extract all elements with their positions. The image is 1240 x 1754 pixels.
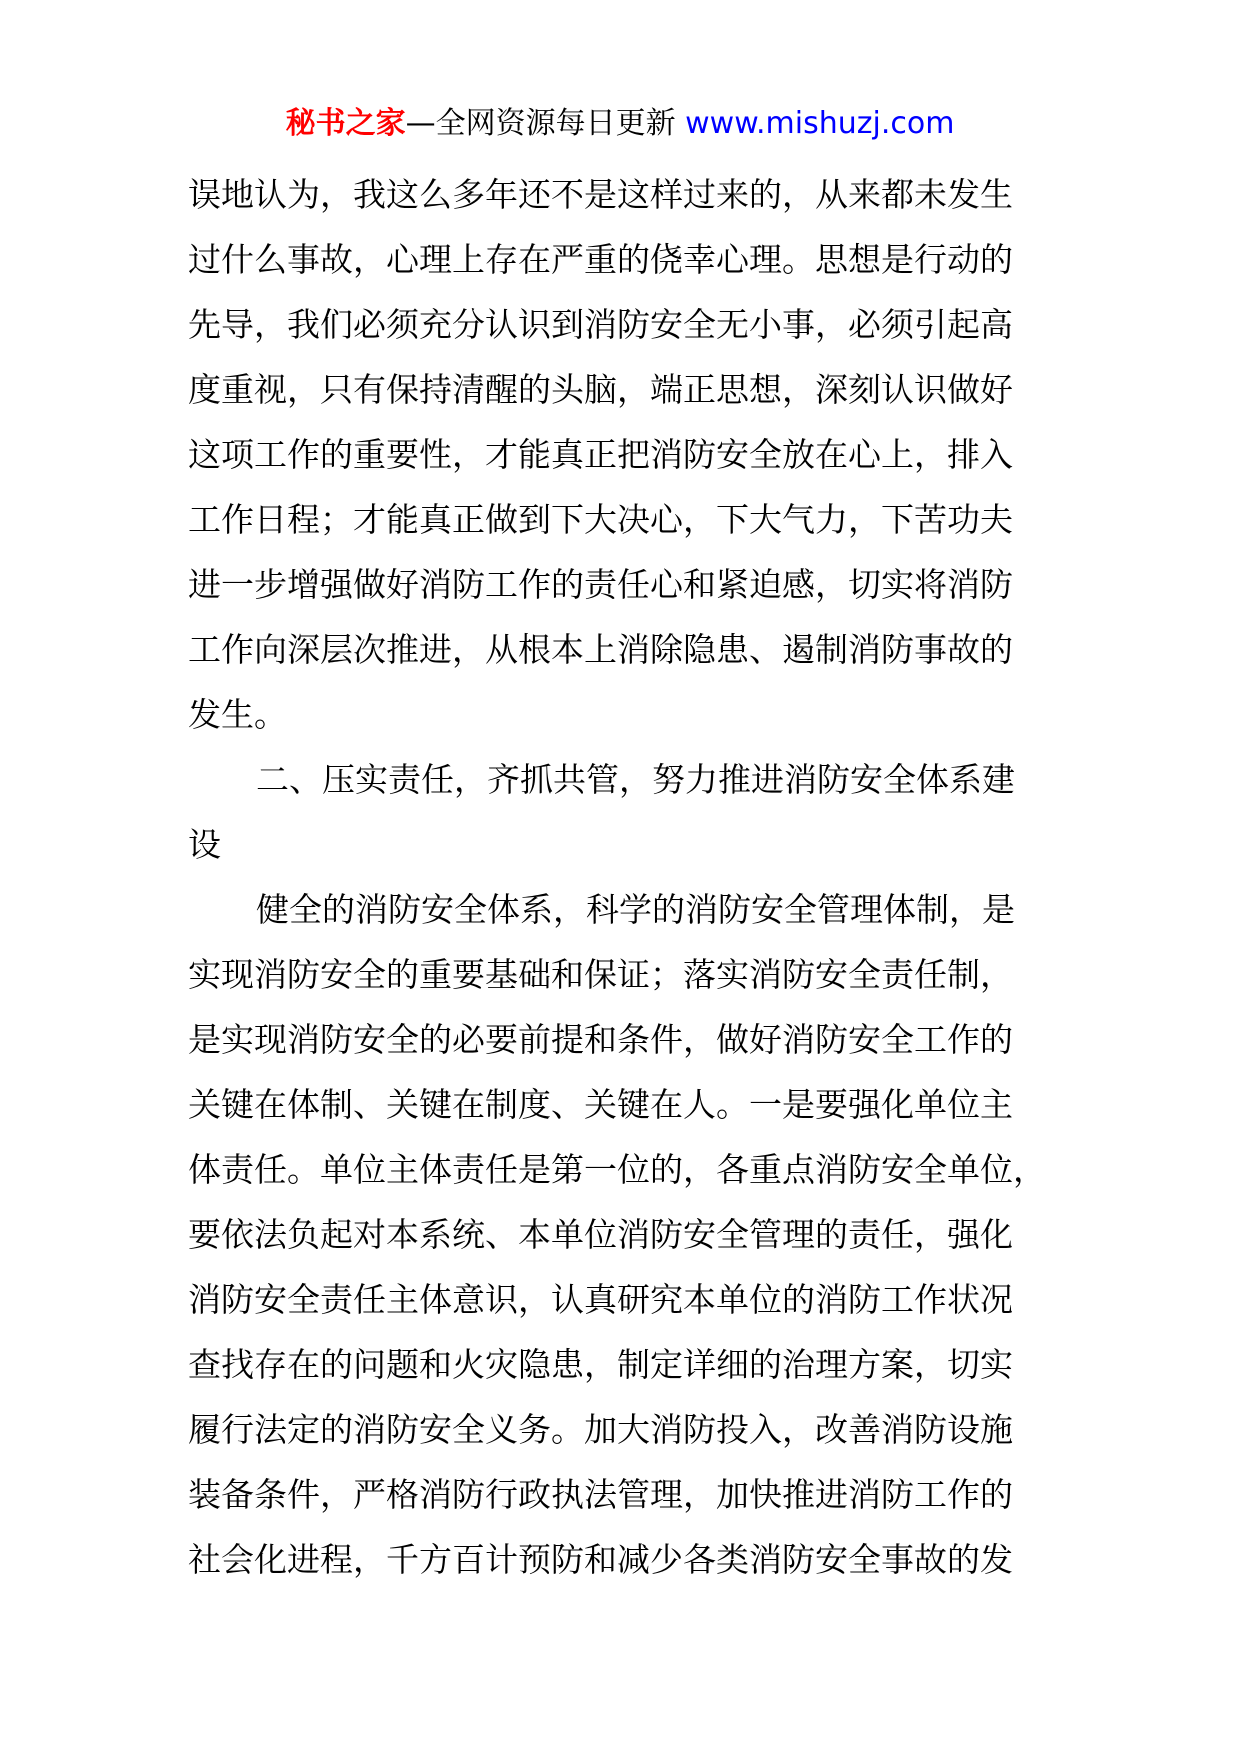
paragraph-line: 社会化进程，千方百计预防和减少各类消防安全事故的发 xyxy=(188,1540,1013,1579)
header-brand: 秘书之家 xyxy=(285,106,406,141)
paragraph-line: 这项工作的重要性，才能真正把消防安全放在心上，排入 xyxy=(188,435,1013,474)
paragraph-line: 工作日程；才能真正做到下大决心，下大气力，下苦功夫 xyxy=(188,500,1013,539)
paragraph-line: 先导，我们必须充分认识到消防安全无小事，必须引起高 xyxy=(188,305,1013,344)
paragraph-line: 履行法定的消防安全义务。加大消防投入，改善消防设施 xyxy=(188,1410,1013,1449)
paragraph-line: 是实现消防安全的必要前提和条件，做好消防安全工作的 xyxy=(188,1020,1013,1059)
paragraph-line: 进一步增强做好消防工作的责任心和紧迫感，切实将消防 xyxy=(188,565,1013,604)
paragraph-line: 关键在体制、关键在制度、关键在人。一是要强化单位主 xyxy=(188,1085,1013,1124)
header-url-link[interactable]: www.mishuzj.com xyxy=(685,106,955,141)
paragraph-line: 健全的消防安全体系，科学的消防安全管理体制，是 xyxy=(256,890,1015,929)
paragraph-line: 查找存在的问题和火灾隐患，制定详细的治理方案，切实 xyxy=(188,1345,1013,1384)
paragraph-line: 消防安全责任主体意识，认真研究本单位的消防工作状况 xyxy=(188,1280,1013,1319)
paragraph-line: 实现消防安全的重要基础和保证；落实消防安全责任制， xyxy=(188,955,1013,994)
paragraph-line: 工作向深层次推进，从根本上消除隐患、遏制消防事故的 xyxy=(188,630,1013,669)
paragraph-line: 要依法负起对本系统、本单位消防安全管理的责任，强化 xyxy=(188,1215,1013,1254)
paragraph-line: 误地认为，我这么多年还不是这样过来的，从来都未发生 xyxy=(188,175,1013,214)
document-body xyxy=(188,162,1088,1592)
paragraph-line: 装备条件，严格消防行政执法管理，加快推进消防工作的 xyxy=(188,1475,1013,1514)
header-tagline: —全网资源每日更新 xyxy=(405,106,676,141)
paragraph-line: 体责任。单位主体责任是第一位的，各重点消防安全单位， xyxy=(188,1150,1046,1189)
paragraph-line: 过什么事故，心理上存在严重的侥幸心理。思想是行动的 xyxy=(188,240,1013,279)
page-header xyxy=(0,102,1240,146)
section-heading-line: 二、压实责任，齐抓共管，努力推进消防安全体系建 xyxy=(256,760,1015,799)
paragraph-line: 度重视，只有保持清醒的头脑，端正思想，深刻认识做好 xyxy=(188,370,1013,409)
section-heading-line: 设 xyxy=(188,825,221,864)
paragraph-line: 发生。 xyxy=(188,695,287,734)
